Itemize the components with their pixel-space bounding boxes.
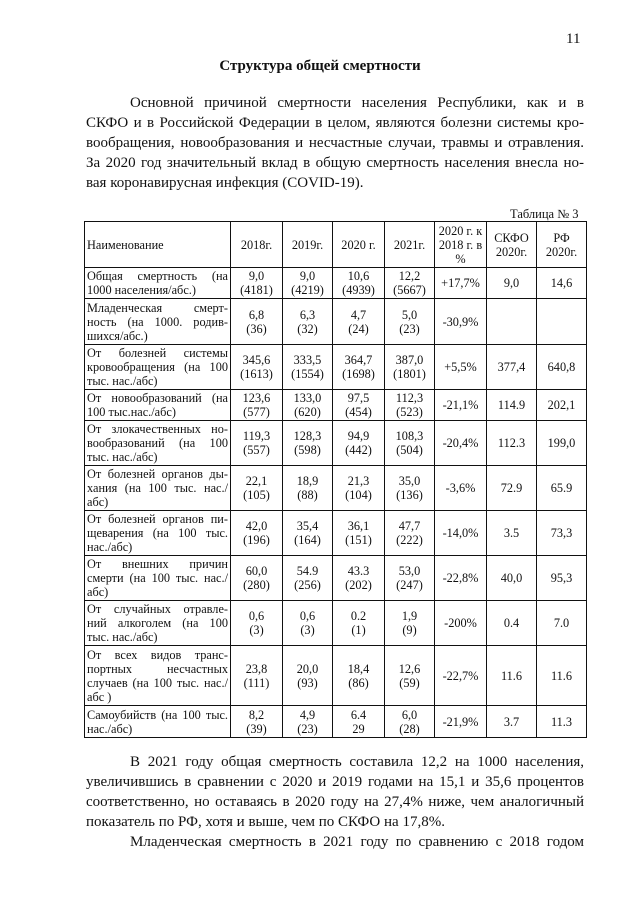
header-2018: 2018г. — [231, 222, 283, 268]
cell-skfo: 377,4 — [487, 345, 537, 390]
intro-line: Основной причиной смертности населения Республики, как и в — [130, 95, 584, 111]
cell-rf — [537, 299, 587, 345]
table-row — [85, 706, 587, 738]
cell-rf: 11.3 — [537, 706, 587, 738]
cell-y2020 — [333, 646, 385, 706]
table-row — [85, 268, 587, 299]
row-name: Младенческая смерт-ность (на 1000. родив-шихся/абс.) — [85, 299, 231, 345]
absolute-value: (620) — [294, 405, 321, 419]
row-name: От болезней органов ды-хания (на 100 тыс. нас./абс) — [85, 466, 231, 511]
table-row — [85, 511, 587, 556]
outro-line: В 2021 году общая смертность составила 12,2 на 1000 населения, — [130, 754, 584, 770]
outro-line: Младенческая смертность в 2021 году по сравнению с 2018 годом — [130, 834, 584, 850]
absolute-value: (39) — [246, 721, 267, 736]
rate-value: 12,2 — [398, 269, 421, 283]
table-row — [85, 466, 587, 511]
cell-rf: 202,1 — [537, 390, 587, 421]
cell-y2021 — [385, 299, 435, 345]
rate-value: 20,0 — [296, 661, 319, 676]
row-name: От болезней системы кровообращения (на 100 тыс. нас./абс) — [85, 345, 231, 390]
cell-skfo: 40,0 — [487, 556, 537, 601]
rate-value: 345,6 — [242, 353, 271, 367]
row-name: Общая смертность (на 1000 населения/абс.) — [85, 268, 231, 299]
cell-rf: 73,3 — [537, 511, 587, 556]
absolute-value: (23) — [399, 321, 420, 336]
absolute-value: (247) — [396, 578, 423, 592]
cell-skfo: 9,0 — [487, 268, 537, 299]
absolute-value: (3) — [249, 623, 264, 637]
rate-value: 108,3 — [395, 429, 424, 443]
absolute-value: (164) — [294, 533, 321, 547]
absolute-value: (4219) — [291, 283, 324, 297]
absolute-value: (3) — [300, 623, 315, 637]
outro-paragraph — [86, 752, 584, 852]
row-name: От внешних причин смерти (на 100 тыс. нас./абс) — [85, 556, 231, 601]
intro-line: СКФО и в Российской Федерации в целом, являются болезни системы кро- — [86, 115, 584, 131]
cell-y2019 — [283, 646, 333, 706]
table-row — [85, 390, 587, 421]
cell-rf: 65.9 — [537, 466, 587, 511]
rate-value: 1,9 — [401, 609, 418, 623]
absolute-value: (1) — [351, 623, 366, 637]
absolute-value: (59) — [399, 675, 420, 690]
mortality-table — [84, 221, 587, 738]
cell-y2020 — [333, 601, 385, 646]
cell-y2020 — [333, 299, 385, 345]
cell-change: -22,7% — [435, 646, 487, 706]
cell-y2021 — [385, 466, 435, 511]
absolute-value: (557) — [243, 443, 270, 457]
cell-y2019 — [283, 345, 333, 390]
cell-change: -22,8% — [435, 556, 487, 601]
absolute-value: (222) — [396, 533, 423, 547]
table-row — [85, 345, 587, 390]
row-name: От злокачественных но-вообразований (на 100 тыс. нас./абс) — [85, 421, 231, 466]
absolute-value: (136) — [396, 488, 423, 502]
row-name: От случайных отравле-ний алкоголем (на 100 тыс. нас./абс) — [85, 601, 231, 646]
rate-value: 97,5 — [347, 391, 370, 405]
outro-line: увеличившись в сравнении с 2020 и 2019 годами на 15,1 и 35,6 процентов — [86, 774, 584, 790]
rate-value: 6.4 — [350, 707, 367, 722]
rate-value: 0,6 — [248, 609, 265, 623]
absolute-value: (4181) — [240, 283, 273, 297]
absolute-value: (86) — [348, 675, 369, 690]
cell-y2018 — [231, 646, 283, 706]
rate-value: 0,6 — [299, 609, 316, 623]
absolute-value: (151) — [345, 533, 372, 547]
absolute-value: (577) — [243, 405, 270, 419]
cell-y2021 — [385, 390, 435, 421]
cell-change: -21,9% — [435, 706, 487, 738]
cell-change: -3,6% — [435, 466, 487, 511]
absolute-value: (1801) — [393, 367, 426, 381]
intro-line: вообращения, новообразования и несчастные случаи, травмы и отравления. — [86, 135, 584, 151]
absolute-value: (88) — [297, 488, 318, 502]
cell-y2019 — [283, 299, 333, 345]
rate-value: 364,7 — [344, 353, 373, 367]
cell-y2021 — [385, 268, 435, 299]
absolute-value: (93) — [297, 675, 318, 690]
table-label: Таблица № 3 — [510, 207, 579, 221]
cell-y2018 — [231, 706, 283, 738]
cell-rf: 95,3 — [537, 556, 587, 601]
cell-change: -20,4% — [435, 421, 487, 466]
header-name: Наименование — [85, 222, 231, 268]
absolute-value: (36) — [246, 321, 267, 336]
cell-skfo: 114.9 — [487, 390, 537, 421]
header-rf: РФ 2020г. — [537, 222, 587, 268]
cell-y2021 — [385, 646, 435, 706]
cell-y2018 — [231, 268, 283, 299]
cell-y2019 — [283, 421, 333, 466]
absolute-value: (256) — [294, 578, 321, 592]
cell-y2018 — [231, 299, 283, 345]
absolute-value: (196) — [243, 533, 270, 547]
rate-value: 60,0 — [245, 564, 268, 578]
cell-y2018 — [231, 511, 283, 556]
absolute-value: (104) — [345, 488, 372, 502]
rate-value: 6,3 — [299, 307, 316, 322]
absolute-value: (105) — [243, 488, 270, 502]
rate-value: 35,0 — [398, 474, 421, 488]
outro-line: соответственно, но оставаясь в 2020 году на 27,4% ниже, чем аналогичный — [86, 794, 584, 810]
table-row — [85, 601, 587, 646]
cell-rf: 14,6 — [537, 268, 587, 299]
rate-value: 47,7 — [398, 519, 421, 533]
absolute-value: (202) — [345, 578, 372, 592]
absolute-value: (1554) — [291, 367, 324, 381]
row-name: От болезней органов пи-щеварения (на 100 тыс. нас./абс) — [85, 511, 231, 556]
header-2021: 2021г. — [385, 222, 435, 268]
rate-value: 4,9 — [299, 707, 316, 722]
cell-rf: 7.0 — [537, 601, 587, 646]
outro-line: показатель по РФ, хотя и выше, чем по СКФО на 17,8%. — [86, 814, 445, 830]
rate-value: 35,4 — [296, 519, 319, 533]
cell-skfo — [487, 299, 537, 345]
cell-rf: 11.6 — [537, 646, 587, 706]
cell-change: +17,7% — [435, 268, 487, 299]
header-skfo: СКФО 2020г. — [487, 222, 537, 268]
row-name: Самоубийств (на 100 тыс. нас./абс) — [85, 706, 231, 738]
cell-rf: 199,0 — [537, 421, 587, 466]
rate-value: 8,2 — [248, 707, 265, 722]
header-2020: 2020 г. — [333, 222, 385, 268]
cell-y2018 — [231, 390, 283, 421]
rate-value: 12,6 — [398, 661, 421, 676]
absolute-value: (23) — [297, 721, 318, 736]
absolute-value: (523) — [396, 405, 423, 419]
cell-rf: 640,8 — [537, 345, 587, 390]
absolute-value: (4939) — [342, 283, 375, 297]
absolute-value: (598) — [294, 443, 321, 457]
cell-change: +5,5% — [435, 345, 487, 390]
cell-y2020 — [333, 390, 385, 421]
rate-value: 42,0 — [245, 519, 268, 533]
rate-value: 4,7 — [350, 307, 367, 322]
rate-value: 387,0 — [395, 353, 424, 367]
table-row — [85, 299, 587, 345]
cell-y2021 — [385, 601, 435, 646]
table-row — [85, 646, 587, 706]
cell-skfo: 11.6 — [487, 646, 537, 706]
cell-y2019 — [283, 556, 333, 601]
cell-skfo: 3.5 — [487, 511, 537, 556]
intro-paragraph — [86, 93, 584, 193]
absolute-value: 29 — [352, 721, 365, 736]
cell-skfo: 72.9 — [487, 466, 537, 511]
page-title: Структура общей смертности — [219, 58, 421, 74]
cell-y2020 — [333, 466, 385, 511]
page-number: 11 — [566, 31, 581, 47]
cell-change: -200% — [435, 601, 487, 646]
cell-y2020 — [333, 345, 385, 390]
cell-y2018 — [231, 466, 283, 511]
absolute-value: (111) — [243, 675, 270, 690]
cell-y2018 — [231, 345, 283, 390]
intro-line: вая коронавирусная инфекция (COVID-19). — [86, 175, 364, 191]
rate-value: 10,6 — [347, 269, 370, 283]
cell-y2020 — [333, 268, 385, 299]
table-row — [85, 421, 587, 466]
table-header-row — [85, 222, 587, 268]
rate-value: 0.2 — [350, 609, 367, 623]
rate-value: 94,9 — [347, 429, 370, 443]
rate-value: 54.9 — [296, 564, 319, 578]
absolute-value: (9) — [402, 623, 417, 637]
rate-value: 123,6 — [242, 391, 271, 405]
cell-y2018 — [231, 421, 283, 466]
cell-y2019 — [283, 511, 333, 556]
cell-y2020 — [333, 556, 385, 601]
rate-value: 9,0 — [248, 269, 265, 283]
cell-y2019 — [283, 268, 333, 299]
rate-value: 18,4 — [347, 661, 370, 676]
rate-value: 112,3 — [395, 391, 424, 405]
cell-y2020 — [333, 706, 385, 738]
header-2019: 2019г. — [283, 222, 333, 268]
absolute-value: (5667) — [393, 283, 426, 297]
rate-value: 23,8 — [245, 661, 268, 676]
cell-y2021 — [385, 421, 435, 466]
rate-value: 333,5 — [293, 353, 322, 367]
rate-value: 128,3 — [293, 429, 322, 443]
absolute-value: (504) — [396, 443, 423, 457]
cell-y2021 — [385, 345, 435, 390]
cell-change: -30,9% — [435, 299, 487, 345]
row-name: От новообразований (на 100 тыс.нас./абс) — [85, 390, 231, 421]
rate-value: 133,0 — [293, 391, 322, 405]
cell-y2019 — [283, 466, 333, 511]
cell-skfo: 112.3 — [487, 421, 537, 466]
cell-y2021 — [385, 556, 435, 601]
absolute-value: (442) — [345, 443, 372, 457]
rate-value: 22,1 — [245, 474, 268, 488]
cell-skfo: 0.4 — [487, 601, 537, 646]
rate-value: 43.3 — [347, 564, 370, 578]
cell-y2019 — [283, 706, 333, 738]
intro-line: За 2020 год значительный вклад в общую смертность населения внесла но- — [86, 155, 584, 171]
absolute-value: (32) — [297, 321, 318, 336]
cell-y2021 — [385, 706, 435, 738]
absolute-value: (280) — [243, 578, 270, 592]
table-row — [85, 556, 587, 601]
rate-value: 5,0 — [401, 307, 418, 322]
cell-y2018 — [231, 601, 283, 646]
cell-y2019 — [283, 390, 333, 421]
cell-change: -21,1% — [435, 390, 487, 421]
cell-y2020 — [333, 511, 385, 556]
absolute-value: (1698) — [342, 367, 375, 381]
rate-value: 53,0 — [398, 564, 421, 578]
row-name: От всех видов транс-портных несчастных случаев (на 100 тыс. нас./абс ) — [85, 646, 231, 706]
rate-value: 6,8 — [248, 307, 265, 322]
absolute-value: (1613) — [240, 367, 273, 381]
absolute-value: (28) — [399, 721, 420, 736]
absolute-value: (24) — [348, 321, 369, 336]
header-change: 2020 г. к 2018 г. в % — [435, 222, 487, 268]
absolute-value: (454) — [345, 405, 372, 419]
cell-y2020 — [333, 421, 385, 466]
cell-y2021 — [385, 511, 435, 556]
rate-value: 21,3 — [347, 474, 370, 488]
rate-value: 6,0 — [401, 707, 418, 722]
cell-y2018 — [231, 556, 283, 601]
cell-change: -14,0% — [435, 511, 487, 556]
rate-value: 119,3 — [242, 429, 271, 443]
rate-value: 9,0 — [299, 269, 316, 283]
cell-y2019 — [283, 601, 333, 646]
cell-skfo: 3.7 — [487, 706, 537, 738]
rate-value: 36,1 — [347, 519, 370, 533]
rate-value: 18,9 — [296, 474, 319, 488]
